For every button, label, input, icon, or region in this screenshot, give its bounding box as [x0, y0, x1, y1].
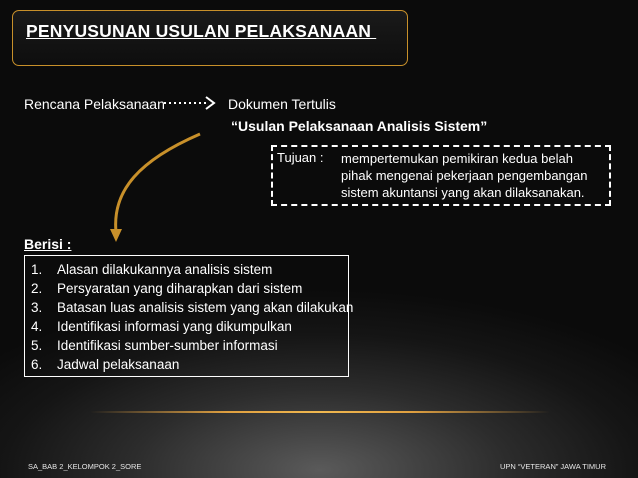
goal-line: pihak mengenai pekerjaan pengembangan — [341, 168, 588, 183]
list-item: 6. Jadwal pelaksanaan — [31, 357, 180, 372]
footer-left: SA_BAB 2_KELOMPOK 2_SORE — [28, 462, 142, 471]
plan-label: Rencana Pelaksanaan — [24, 96, 165, 112]
document-label: Dokumen Tertulis — [228, 96, 336, 112]
list-item: 5. Identifikasi sumber-sumber informasi — [31, 338, 278, 353]
list-item: 1. Alasan dilakukannya analisis sistem — [31, 262, 273, 277]
goal-line: mempertemukan pemikiran kedua belah — [341, 151, 573, 166]
goal-text — [341, 150, 611, 201]
list-item: 2. Persyaratan yang diharapkan dari sistem — [31, 281, 303, 296]
decorative-divider — [90, 411, 550, 413]
document-title: “Usulan Pelaksanaan Analisis Sistem” — [231, 118, 488, 134]
list-item: 4. Identifikasi informasi yang dikumpulkan — [31, 319, 292, 334]
list-item: 3. Batasan luas analisis sistem yang akan dilakukan — [31, 300, 354, 315]
goal-label: Tujuan : — [277, 150, 324, 165]
goal-line: sistem akuntansi yang akan dilaksanakan. — [341, 185, 585, 200]
footer-right: UPN “VETERAN” JAWA TIMUR — [500, 462, 606, 471]
slide-title: PENYUSUNAN USULAN PELAKSANAAN — [26, 21, 377, 41]
dotted-arrow-icon — [162, 96, 226, 112]
contents-list — [24, 255, 354, 377]
contents-label: Berisi : — [24, 236, 72, 252]
